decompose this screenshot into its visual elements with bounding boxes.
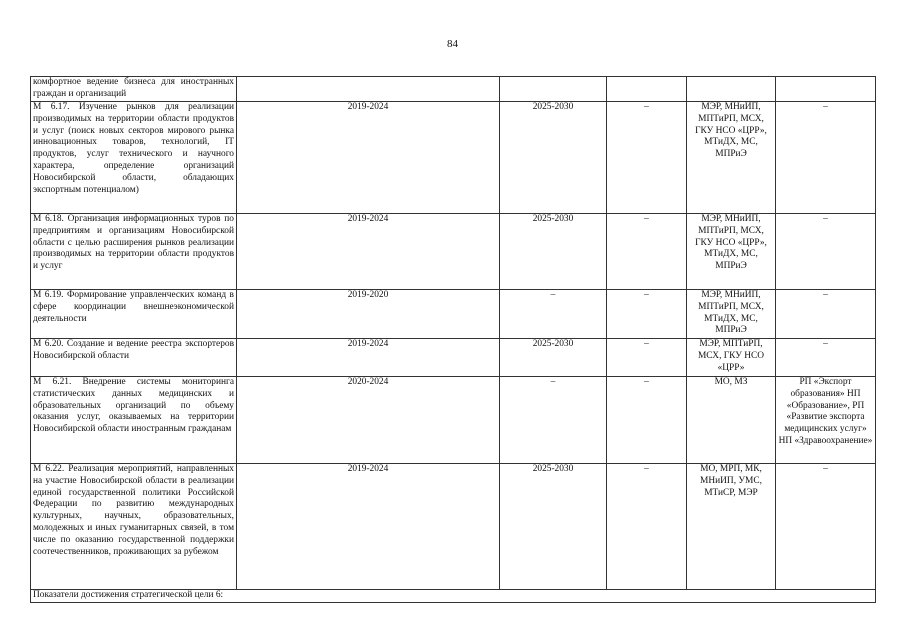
period-2019-cell: 2019-2024 (237, 464, 500, 590)
indicators-header: Показатели достижения стратегической цели 6: (31, 590, 876, 603)
projects-cell: РП «Экспорт образования» НП «Образование», РП «Развитие экспорта медицинских услуг» НП «Здравоохранение» (776, 377, 876, 464)
table-row (31, 464, 876, 590)
measure-name-cell: комфортное ведение бизнеса для иностранных граждан и организаций (31, 77, 237, 102)
measure-name-cell: М 6.21. Внедрение системы мониторинга статистических данных медицинских и образовательных организаций по объему оказания услуг, оказываемых на территории Новосибирской области иностранным гражданам (31, 377, 237, 464)
projects-cell (776, 77, 876, 102)
period-2019-cell (237, 77, 500, 102)
projects-cell: – (776, 102, 876, 214)
executors-cell: МЭР, МПТиРП, МСХ, ГКУ НСО «ЦРР» (687, 339, 776, 377)
measure-name-cell: М 6.19. Формирование управленческих команд в сфере координации внешнеэкономической деятельности (31, 290, 237, 339)
measure-name-cell: М 6.22. Реализация мероприятий, направленных на участие Новосибирской области в реализации единой государственной политики Российской Федерации по развитию международных культурных, научных, образовательных, молодежных и иных гуманитарных связей, в том числе по оказанию государственной поддержки соотечественников, проживающих за рубежом (31, 464, 237, 590)
executors-cell (687, 77, 776, 102)
executors-cell: МЭР, МНиИП, МПТиРП, МСХ, ГКУ НСО «ЦРР», МТиДХ, МС, МПРиЭ (687, 102, 776, 214)
period-2019-cell: 2019-2024 (237, 102, 500, 214)
executors-cell: МО, МРП, МК, МНиИП, УМС, МТиСР, МЭР (687, 464, 776, 590)
table-row (31, 214, 876, 290)
projects-cell: – (776, 214, 876, 290)
period-2019-cell: 2019-2024 (237, 214, 500, 290)
page-number: 84 (447, 38, 458, 50)
table-row (31, 377, 876, 464)
measure-name-cell: М 6.18. Организация информационных туров по предприятиям и организациям Новосибирской области с целью расширения рынков реализации производимых на территории области продуктов и услуг (31, 214, 237, 290)
period-extra-cell: – (607, 377, 687, 464)
executors-cell: МЭР, МНиИП, МПТиРП, МСХ, ГКУ НСО «ЦРР», МТиДХ, МС, МПРиЭ (687, 214, 776, 290)
measure-name-cell: М 6.17. Изучение рынков для реализации производимых на территории области продуктов и услуг (поиск новых секторов мирового рынка инновационных товаров, технологий, IT продуктов, услуг технического и научного характера, определение организаций Новосибирской области, обладающих экспортным потенциалом) (31, 102, 237, 214)
period-2025-cell (500, 77, 607, 102)
projects-cell: – (776, 339, 876, 377)
period-2025-cell: – (500, 377, 607, 464)
table-row (31, 77, 876, 102)
table-row (31, 339, 876, 377)
period-2025-cell: 2025-2030 (500, 464, 607, 590)
period-2019-cell: 2019-2024 (237, 339, 500, 377)
period-extra-cell (607, 77, 687, 102)
period-2025-cell: 2025-2030 (500, 339, 607, 377)
measures-table (30, 76, 876, 603)
projects-cell: – (776, 464, 876, 590)
projects-cell: – (776, 290, 876, 339)
period-extra-cell: – (607, 464, 687, 590)
period-2019-cell: 2020-2024 (237, 377, 500, 464)
period-extra-cell: – (607, 339, 687, 377)
period-extra-cell: – (607, 214, 687, 290)
period-2019-cell: 2019-2020 (237, 290, 500, 339)
table-row (31, 102, 876, 214)
executors-cell: МЭР, МНиИП, МПТиРП, МСХ, МТиДХ, МС, МПРиЭ (687, 290, 776, 339)
measure-name-cell: М 6.20. Создание и ведение реестра экспортеров Новосибирской области (31, 339, 237, 377)
period-2025-cell: 2025-2030 (500, 102, 607, 214)
table-row (31, 290, 876, 339)
executors-cell: МО, МЗ (687, 377, 776, 464)
period-extra-cell: – (607, 102, 687, 214)
period-2025-cell: 2025-2030 (500, 214, 607, 290)
period-extra-cell: – (607, 290, 687, 339)
period-2025-cell: – (500, 290, 607, 339)
indicators-header-row (31, 590, 876, 603)
